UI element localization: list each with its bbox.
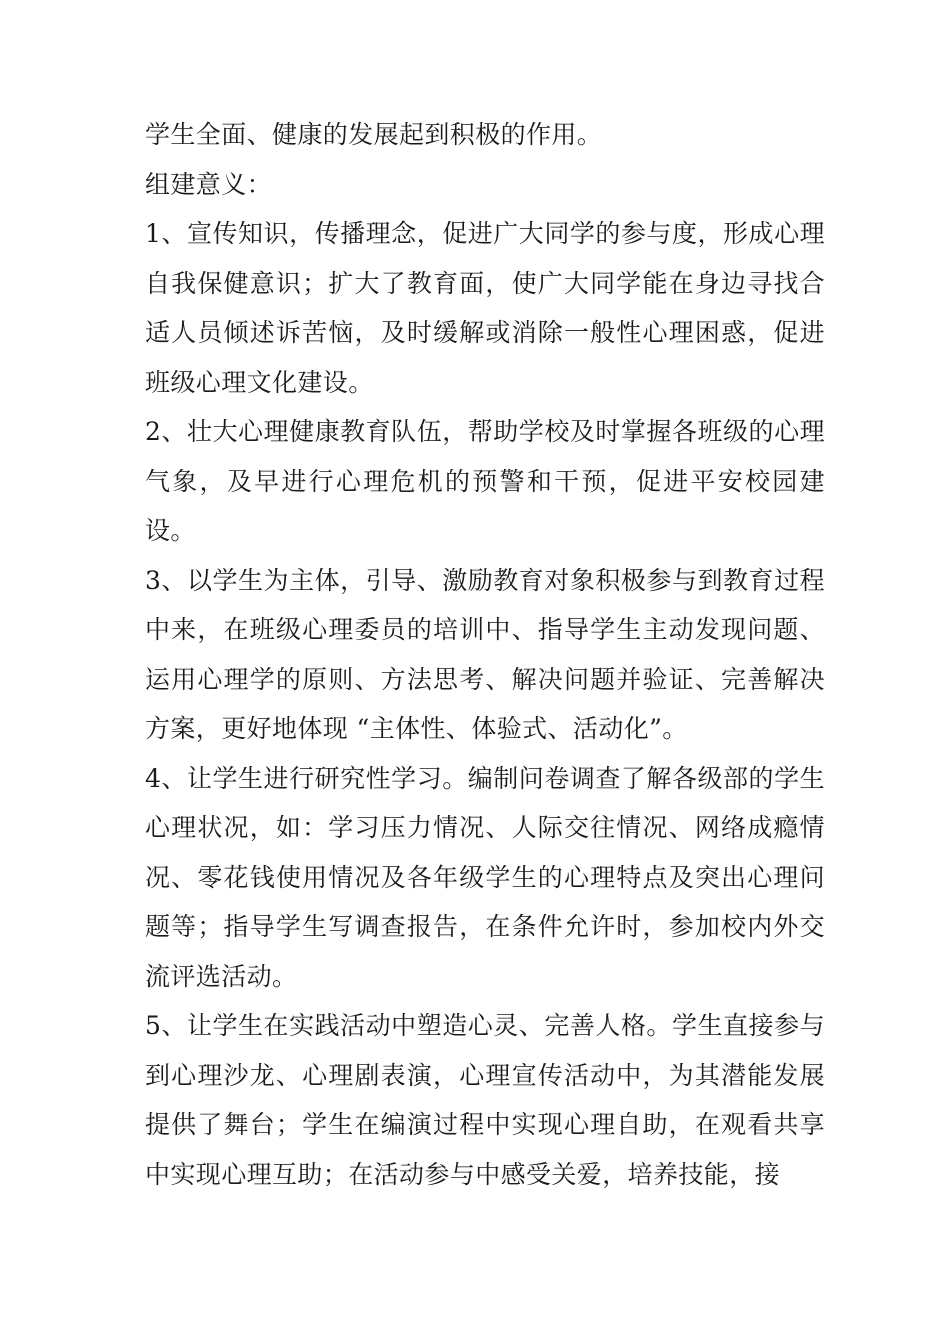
list-item-2: 2、壮大心理健康教育队伍，帮助学校及时掌握各班级的心理气象，及早进行心理危机的预警和干预，促进平安校园建设。	[145, 417, 825, 545]
list-item-3: 3、以学生为主体，引导、激励教育对象积极参与到教育过程中来，在班级心理委员的培训中、指导学生主动发现问题、运用心理学的原则、方法思考、解决问题并验证、完善解决方案，更好地体现 “主体性、体验式、活动化”。	[145, 565, 825, 743]
list-item-4: 4、让学生进行研究性学习。编制问卷调查了解各级部的学生心理状况，如：学习压力情况、人际交往情况、网络成瘾情况、零花钱使用情况及各年级学生的心理特点及突出心理问题等；指导学生写调查报告，在条件允许时，参加校内外交流评选活动。	[145, 763, 825, 991]
list-item-5: 5、让学生在实践活动中塑造心灵、完善人格。学生直接参与到心理沙龙、心理剧表演，心理宣传活动中，为其潜能发展提供了舞台；学生在编演过程中实现心理自助，在观看共享中实现心理互助；在活动参与中感受关爱，培养技能，接	[145, 1011, 825, 1189]
document-page	[145, 110, 825, 1199]
section-heading: 组建意义：	[145, 169, 273, 199]
paragraph-continuation: 学生全面、健康的发展起到积极的作用。	[145, 120, 603, 149]
list-item-1: 1、宣传知识，传播理念，促进广大同学的参与度，形成心理自我保健意识；扩大了教育面，使广大同学能在身边寻找合适人员倾述诉苦恼，及时缓解或消除一般性心理困惑，促进班级心理文化建设。	[145, 219, 825, 397]
